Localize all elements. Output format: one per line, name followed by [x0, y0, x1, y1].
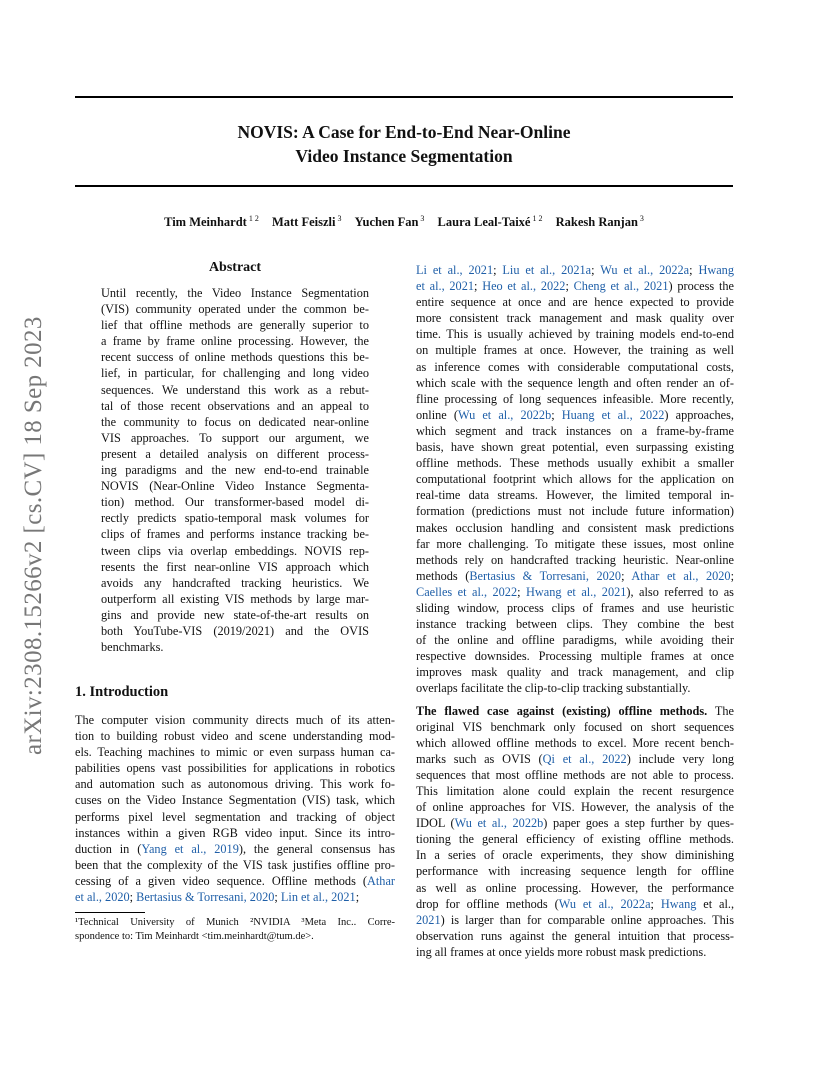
text-line: online (Wu et al., 2022b; Huang et al., 2022) approaches,	[416, 407, 735, 422]
citation-link[interactable]: Caelles et al., 2022	[416, 584, 518, 599]
text-line: respective downsides. Processing multiple frames at once	[416, 649, 734, 664]
text-line: Caelles et al., 2022; Hwang et al., 2021), also referred to as	[416, 584, 734, 599]
text-line: recent success of online methods questions this be-	[101, 350, 369, 365]
citation-link[interactable]: Li et al., 2021	[416, 263, 494, 277]
text-line: performance with increasing sequence length for offline	[416, 864, 734, 879]
text-line: more consistent track management and mask quality over	[416, 311, 734, 326]
citation-link[interactable]: Wu et al., 2022b	[454, 816, 544, 831]
text-line: and automation such as autonomous driving. This work fo-	[75, 777, 395, 792]
text-line: of the online and offline paradigms, while avoiding their	[416, 633, 734, 648]
text-line: of online approaches for VIS. However, the analysis of the	[416, 800, 734, 815]
text-line: basis, have shown great potential, even surpassing existing	[416, 440, 734, 455]
text-line: computational footprint which allows for the application on	[416, 472, 734, 487]
citation-link[interactable]: Heo et al., 2022	[482, 279, 566, 294]
text-line: ing all frames at once yields more robust mask predictions.	[416, 944, 707, 959]
author: Tim Meinhardt $^{1 2}$	[164, 214, 259, 230]
citation-link[interactable]: Huang et al., 2022	[561, 407, 665, 422]
text-line: The flawed case against (existing) offline methods. The	[416, 703, 734, 718]
text-line: tioning the general efficiency of existing offline methods.	[416, 832, 734, 847]
citation-link[interactable]: Athar et al., 2020	[631, 568, 731, 583]
author: Matt Feiszli $^3$	[271, 214, 342, 230]
text-line: marks such as OVIS (Qi et al., 2022) include very long	[416, 751, 734, 766]
text-line: pabilities opens vast possibilities for applications in robotics	[75, 761, 395, 776]
text-line: tween clips via overlap embeddings. NOVIS rep-	[101, 543, 369, 558]
text-line: instances within a given RGB video input. Since its intro-	[75, 825, 395, 840]
text-line: entire sequence at once and are hence expected to provide	[416, 295, 734, 310]
text-line: a frame by frame online processing. However, the	[101, 334, 369, 349]
text-line: lief that offline methods are generally superior to	[101, 318, 369, 333]
text-line: the community to focus on dedicated near-online	[101, 414, 369, 429]
text-line: els. Teaching machines to mimic or even surpass human ca-	[75, 745, 395, 760]
text-line: This limitation alone could explain the recent resurgence	[416, 784, 734, 798]
text-line: far more challenging. To mitigate these issues, most online	[416, 536, 734, 551]
section-heading-introduction: 1. Introduction	[75, 684, 169, 700]
text-line: IDOL (Wu et al., 2022b) paper goes a step further by ques-	[416, 816, 734, 831]
text-line: ing paradigms and the new end-to-end trainable	[101, 463, 369, 478]
text-line: et al., 2020; Bertasius & Torresani, 2020; Lin et al., 2021;	[75, 890, 360, 905]
citation-link[interactable]: 2021	[416, 912, 441, 927]
text-line: clips of frames and performs instance tracking be-	[101, 527, 369, 542]
footnote	[75, 916, 395, 944]
text-line: tal of those recent observations and an appeal to	[101, 398, 369, 413]
text-line: observation runs against the general intuition that process-	[416, 928, 734, 943]
citation-link[interactable]: et al., 2020	[75, 890, 130, 905]
text-line: gins and provide new state-of-the-art results on	[101, 607, 369, 622]
abstract-heading: Abstract	[208, 260, 262, 275]
text-line: rectly predicts spatio-temporal mask volumes for	[101, 511, 369, 526]
author: Yuchen Fan $^3$	[354, 214, 425, 230]
text-line: as well as online processing. However, the performance	[416, 880, 734, 895]
text-line: on multiple frames at once. However, the training as well	[416, 343, 734, 358]
text-line: sequences that most offline methods are not able to process.	[416, 767, 734, 782]
text-line: improves mask quality and track management, and clip	[416, 665, 734, 680]
text-line: avoids any handcrafted tracking heuristics. We	[101, 575, 369, 590]
citation-link[interactable]: Hwang	[698, 263, 734, 277]
text-line: real-time data streams. However, the limited temporal in-	[416, 488, 734, 503]
citation-link[interactable]: Lin et al., 2021	[280, 890, 356, 905]
right-column-text	[416, 262, 734, 960]
citation-link[interactable]: Cheng et al., 2021	[573, 279, 669, 294]
text-line: methods (Bertasius & Torresani, 2020; Athar et al., 2020;	[416, 568, 735, 583]
text-line: spondence to: Tim Meinhardt <tim.meinhardt@tum.de>.	[75, 931, 314, 942]
text-line: NOVIS (Near-Online Video Instance Segmenta-	[101, 479, 369, 494]
citation-link[interactable]: Bertasius & Torresani, 2020	[469, 568, 622, 583]
text-line: (VIS) community operated under the common be-	[101, 302, 369, 317]
text-line: overlaps facilitate the clip-to-clip tracking substantially.	[416, 681, 691, 696]
citation-link[interactable]: Wu et al., 2022b	[457, 407, 552, 422]
text-line: formation (predictions must not include future information)	[416, 504, 734, 519]
text-line: which scale with the sequence length and often render an of-	[416, 375, 734, 390]
author: Laura Leal-Taixé $^{1 2}$	[437, 214, 543, 230]
text-line: The computer vision community directs much of its atten-	[75, 713, 395, 727]
text-line: ¹Technical University of Munich ²NVIDIA ³Meta Inc.. Corre-	[75, 917, 395, 928]
text-line: In a series of oracle experiments, they show diminishing	[416, 848, 734, 863]
paper-title	[75, 120, 733, 168]
title-top-rule	[75, 96, 733, 98]
citation-link[interactable]: Liu et al., 2021a	[502, 263, 592, 277]
text-line: 2021) is larger than for comparable online approaches. This	[416, 912, 734, 927]
text-line: methods rely on handcrafted tracking heuristic. Near-online	[416, 552, 734, 567]
citation-link[interactable]: Yang et al., 2019	[141, 841, 239, 856]
text-line: sequences. We understand this work as a rebut-	[101, 382, 369, 397]
title-line: NOVIS: A Case for End-to-End Near-Online	[237, 122, 571, 142]
citation-link[interactable]: Bertasius & Torresani, 2020	[136, 890, 275, 905]
text-line: offline methods. These methods usually exhibit a smaller	[416, 456, 734, 471]
citation-link[interactable]: Wu et al., 2022a	[558, 896, 651, 911]
text-line: et al., 2021; Heo et al., 2022; Cheng et al., 2021) process the	[416, 279, 734, 294]
text-line: been that the complexity of the VIS task justifies offline pro-	[75, 857, 395, 872]
citation-link[interactable]: Hwang	[660, 896, 697, 911]
text-line: Until recently, the Video Instance Segmentation	[101, 286, 369, 300]
text-line: fline processing of long sequences infeasible. More recently,	[416, 391, 734, 406]
author: Rakesh Ranjan $^3$	[555, 214, 644, 230]
arxiv-identifier: arXiv:2308.15266v2 [cs.CV] 18 Sep 2023	[20, 316, 47, 755]
text-line: instance tracking between clips. They combine the best	[416, 617, 734, 632]
text-line: present a detailed analysis on different process-	[101, 446, 369, 461]
text-line: cessing of a given video sequence. Offline methods (Athar	[75, 873, 395, 888]
text-line: original VIS benchmark only focused on short sequences	[416, 719, 734, 734]
text-line: Li et al., 2021; Liu et al., 2021a; Wu et al., 2022a; Hwang	[416, 263, 734, 277]
text-line: tion to building robust video and scene understanding mod-	[75, 729, 395, 744]
text-line: performs pixel level segmentation and tracking of object	[75, 809, 395, 824]
author-list	[75, 214, 733, 230]
text-line: tion) method. Our transformer-based model di-	[101, 495, 369, 510]
text-line: drop for offline methods (Wu et al., 2022a; Hwang et al.,	[416, 896, 735, 911]
title-bottom-rule	[75, 185, 733, 187]
text-line: both YouTube-VIS (2019/2021) and the OVIS	[101, 623, 369, 638]
text-line: duction in (Yang et al., 2019), the general consensus has	[75, 841, 395, 856]
citation-link[interactable]: Qi et al., 2022	[542, 751, 627, 766]
text-line: which allowed offline methods to excel. More recent bench-	[416, 735, 734, 750]
text-line: time. This is usually achieved by training models end-to-end	[416, 327, 734, 342]
citation-link[interactable]: et al., 2021	[416, 279, 475, 294]
text-line: outperform all existing VIS methods by large mar-	[101, 591, 369, 606]
title-line: Video Instance Segmentation	[295, 146, 513, 166]
text-line: sliding window, process clips of frames and use heuristic	[416, 600, 734, 615]
text-line: lief, in particular, for challenging and long video	[101, 366, 369, 381]
paragraph	[416, 703, 734, 961]
citation-link[interactable]: Wu et al., 2022a	[600, 263, 690, 277]
text-line: resents the first near-online VIS approach which	[101, 559, 369, 574]
footnote-rule	[75, 912, 145, 913]
citation-link[interactable]: Athar	[367, 873, 395, 888]
text-line: as inference comes with considerable computational costs,	[416, 359, 734, 374]
paragraph	[416, 262, 734, 697]
text-line: cuses on the Video Instance Segmentation (VIS) task, which	[75, 793, 395, 808]
text-line: benchmarks.	[101, 640, 164, 655]
paragraph-heading: The flawed case against (existing) offline methods.	[416, 703, 708, 718]
abstract-body	[101, 285, 369, 655]
text-line: which segment and track instances on a frame-by-frame	[416, 423, 734, 438]
text-line: VIS approaches. To support our argument, we	[101, 430, 369, 445]
introduction-body	[75, 712, 395, 905]
text-line: makes occlusion handling and consistent mask predictions	[416, 520, 734, 535]
citation-link[interactable]: Hwang et al., 2021	[525, 584, 627, 599]
